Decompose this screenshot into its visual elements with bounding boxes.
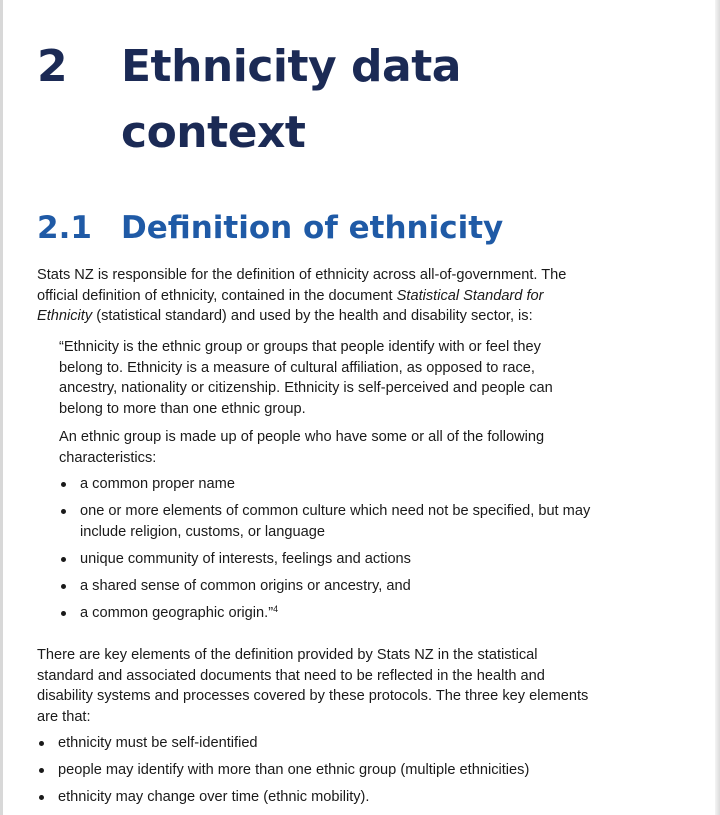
intro-line-2 — [37, 288, 544, 304]
key-elements-list — [37, 733, 637, 814]
quote-line: “Ethnicity is the ethnic group or groups that people identify with or feel they — [59, 339, 541, 355]
quote-line: characteristics: — [59, 449, 157, 466]
quote-paragraph-1 — [59, 337, 619, 419]
intro-text-2: (statistical standard) and used by the health and disability sector, is: — [92, 308, 533, 324]
section-title: Ethnicity data context — [121, 41, 461, 158]
quote-line: belong to more than one ethnic group. — [59, 400, 306, 417]
page-right-edge — [715, 0, 720, 815]
list-item: a shared sense of common origins or ancestry, and — [59, 576, 619, 597]
key-elements-paragraph — [37, 645, 637, 727]
intro-line-3 — [37, 308, 533, 324]
quote-line: ancestry, nationality or citizenship. Ethnicity is self-perceived and people can — [59, 380, 553, 396]
quote-line: An ethnic group is made up of people who have some or all of the following — [59, 429, 545, 445]
list-item: unique community of interests, feelings and actions — [59, 549, 619, 570]
subsection-number: 2.1 — [37, 210, 92, 246]
list-item: ethnicity must be self-identified — [37, 733, 637, 754]
quote-line: belong to. Ethnicity is a measure of cultural affiliation, as opposed to race, — [59, 359, 535, 376]
key-line: There are key elements of the definition provided by Stats NZ in the statistical — [37, 647, 538, 663]
list-item: people may identify with more than one ethnic group (multiple ethnicities) — [37, 760, 637, 781]
intro-paragraph — [37, 265, 637, 327]
footnote-ref: 4 — [273, 603, 279, 614]
subsection-title: Definition of ethnicity — [121, 210, 504, 246]
key-line: standard and associated documents that need to be reflected in the health and — [37, 667, 545, 684]
standard-title-italic: Statistical Standard for — [396, 287, 544, 304]
intro-text: official definition of ethnicity, contained in the document — [37, 287, 397, 304]
standard-title-italic-2: Ethnicity — [37, 308, 93, 324]
key-line: disability systems and processes covered by these protocols. The three key elements — [37, 688, 589, 704]
list-item: a common proper name — [59, 474, 619, 495]
intro-line-1: Stats NZ is responsible for the definition of ethnicity across all-of-government. The — [37, 267, 567, 283]
list-item-text: a common geographic origin.” — [80, 604, 274, 621]
list-item: ethnicity may change over time (ethnic mobility). — [37, 787, 637, 808]
characteristics-list — [59, 474, 619, 630]
list-item: one or more elements of common culture which need not be specified, but may include religion, customs, or language — [59, 501, 620, 542]
section-number: 2 — [37, 41, 68, 92]
page-left-edge — [0, 0, 3, 815]
key-line: are that: — [37, 708, 91, 725]
quote-paragraph-2 — [59, 427, 619, 468]
list-item — [59, 603, 619, 624]
